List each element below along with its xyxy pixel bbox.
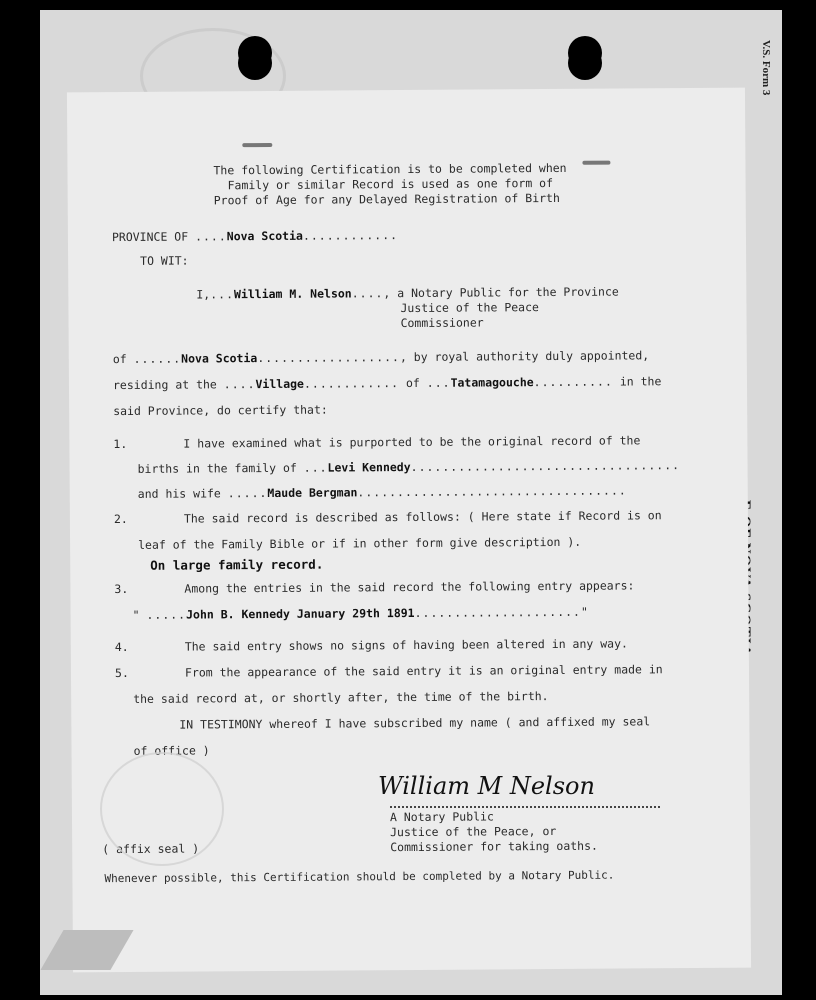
province-line: PROVINCE OF ....Nova Scotia............	[111, 228, 399, 245]
wife-name: Maude Bergman	[267, 485, 358, 500]
signer-title-3: Commissioner for taking oaths.	[390, 838, 598, 855]
province-label: PROVINCE OF	[111, 229, 189, 245]
notary-seal-icon	[100, 752, 224, 866]
item-2-text: The said record is described as follows: ( Here state if Record is on	[183, 508, 662, 526]
item-5-text-2: the said record at, or shortly after, the time of the birth.	[133, 689, 549, 706]
birth-entry: John B. Kennedy January 29th 1891	[186, 605, 415, 622]
item-number: 1.	[113, 436, 128, 452]
item-3-entry: " .....John B. Kennedy January 29th 1891....................."	[132, 604, 588, 622]
notary-suffix: , a Notary Public for the Province	[383, 284, 619, 301]
residing-label: residing at the	[112, 377, 217, 393]
item-number: 3.	[114, 581, 129, 597]
of-label: of	[112, 351, 127, 367]
signature-line	[390, 806, 660, 808]
form-number-label: V.S. Form 3	[760, 40, 772, 96]
notary-name: William M. Nelson	[233, 286, 352, 302]
item-1-births: births in the family of ...Levi Kennedy..................................	[137, 458, 681, 476]
signature: William M Nelson	[378, 772, 595, 800]
of-line: of ......Nova Scotia.................., by royal authority duly appointed,	[112, 348, 650, 367]
wife-label: and his wife	[137, 486, 221, 501]
item-4-text: The said entry shows no signs of having been altered in any way.	[184, 636, 628, 654]
said-province: said Province, do certify that:	[113, 402, 328, 419]
residing-suffix: in the	[619, 374, 662, 389]
to-wit-label: TO WIT:	[140, 253, 189, 268]
header-line-1: The following Certification is to be completed when	[213, 160, 567, 178]
signer-title-1: A Notary Public	[389, 809, 494, 825]
close-quote: "	[580, 604, 588, 619]
affix-seal-label: ( affix seal )	[102, 841, 200, 857]
item-1-wife: and his wife .....Maude Bergman..................................	[137, 483, 627, 501]
punch-hole	[568, 36, 602, 70]
item-3-text: Among the entries in the said record the following entry appears:	[184, 578, 635, 596]
residing-line: residing at the ....Village............ of ...Tatamagouche.......... in the	[112, 374, 662, 393]
item-number: 2.	[113, 511, 128, 527]
residing-place-type: Village	[255, 376, 304, 392]
item-1-text: I have examined what is purported to be the original record of the	[183, 433, 641, 451]
residing-of: of	[405, 375, 420, 391]
notary-line: I,...William M. Nelson...., a Notary Public for the Province	[196, 284, 619, 302]
header-line-2: Family or similar Record is used as one form of	[227, 175, 554, 193]
punch-hole	[238, 36, 272, 70]
footer-note: Whenever possible, this Certification should be completed by a Notary Public.	[104, 868, 615, 886]
item-5-text: From the appearance of the said entry it is an original entry made in	[184, 662, 663, 680]
record-description: On large family record.	[150, 556, 324, 573]
of-suffix: , by royal authority duly appointed,	[399, 348, 650, 365]
item-number: 4.	[114, 639, 129, 655]
open-quote: "	[132, 607, 140, 622]
header-line-3: Proof of Age for any Delayed Registration of Birth	[213, 190, 560, 208]
notary-title-3: Commissioner	[400, 315, 484, 331]
staple-mark	[582, 161, 610, 165]
of-value: Nova Scotia	[181, 351, 258, 366]
province-value: Nova Scotia	[226, 228, 303, 244]
births-label: births in the family of	[137, 460, 297, 476]
notary-prefix: I,	[196, 287, 211, 302]
staple-mark	[242, 143, 272, 147]
residing-place-name: Tatamagouche	[450, 375, 534, 390]
notary-title-2: Justice of the Peace	[400, 300, 539, 316]
testimony-line-1: IN TESTIMONY whereof I have subscribed my name ( and affixed my seal	[179, 714, 651, 732]
item-2-text-2: leaf of the Family Bible or if in other form give description ).	[138, 534, 582, 552]
signer-title-2: Justice of the Peace, or	[390, 823, 557, 840]
testimony-line-2: of office )	[133, 743, 210, 758]
item-number: 5.	[114, 665, 129, 681]
father-name: Levi Kennedy	[327, 459, 411, 475]
